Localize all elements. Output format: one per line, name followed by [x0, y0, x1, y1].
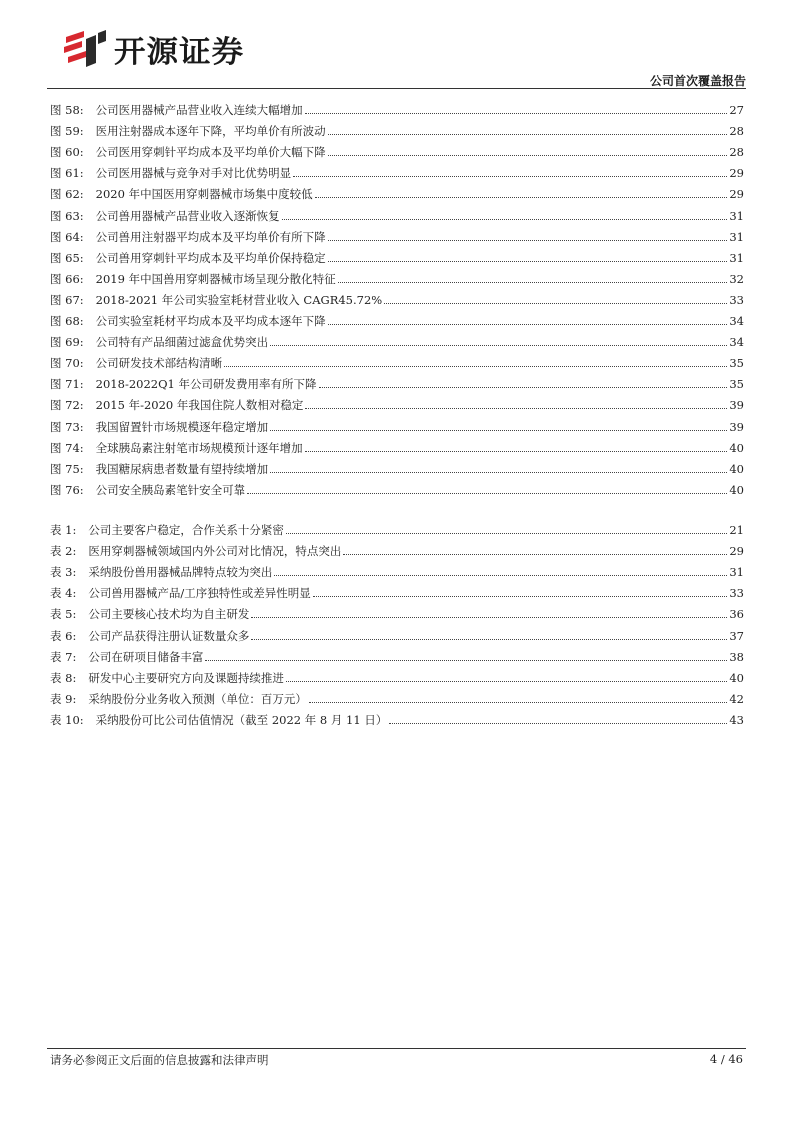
toc-page: 40	[729, 670, 744, 685]
toc-number: 表 5:	[50, 607, 77, 622]
toc-row[interactable]	[50, 706, 744, 727]
toc-page: 29	[729, 166, 744, 181]
toc-leader	[309, 701, 728, 703]
page-indicator: 4 / 46	[709, 1052, 743, 1066]
toc-title: 2020 年中国医用穿刺器械市场集中度较低	[95, 187, 313, 202]
toc-number: 图 73:	[50, 419, 84, 434]
toc-row[interactable]	[50, 621, 744, 642]
toc-page: 29	[729, 187, 744, 202]
logo-text: 开源证券	[114, 35, 245, 70]
toc-number: 表 4:	[50, 586, 77, 601]
toc-title: 公司主要客户稳定，合作关系十分紧密	[88, 523, 284, 538]
toc-page: 39	[729, 398, 744, 413]
toc-leader	[389, 722, 727, 724]
toc-page: 21	[729, 523, 744, 538]
toc-number: 图 72:	[50, 398, 84, 413]
toc-row[interactable]	[50, 664, 744, 685]
toc-row[interactable]	[50, 516, 744, 537]
toc-row[interactable]	[50, 223, 744, 244]
toc-page: 28	[729, 124, 744, 139]
toc-page: 40	[729, 461, 744, 476]
toc-leader	[247, 492, 727, 494]
toc-page: 40	[729, 440, 744, 455]
company-logo	[62, 28, 245, 70]
toc-title: 采纳股份可比公司估值情况（截至 2022 年 8 月 11 日）	[95, 712, 388, 727]
toc-page: 37	[729, 628, 744, 643]
toc-number: 表 6:	[50, 628, 77, 643]
table-list	[50, 516, 744, 727]
toc-title: 医用穿刺器械领域国内外公司对比情况，特点突出	[88, 544, 342, 559]
toc-title: 2019 年中国兽用穿刺器械市场呈现分散化特征	[95, 271, 336, 286]
toc-row[interactable]	[50, 600, 744, 621]
toc-number: 图 59:	[50, 124, 84, 139]
toc-leader	[251, 638, 727, 640]
toc-leader	[224, 365, 727, 367]
toc-page: 33	[729, 586, 744, 601]
toc-page: 32	[729, 271, 744, 286]
toc-row[interactable]	[50, 558, 744, 579]
toc-page: 29	[729, 544, 744, 559]
toc-page: 36	[729, 607, 744, 622]
toc-leader	[305, 407, 727, 409]
toc-leader	[338, 281, 728, 283]
toc-title: 公司产品获得注册认证数量众多	[88, 628, 250, 643]
toc-leader	[282, 218, 728, 220]
toc-row[interactable]	[50, 537, 744, 558]
toc-number: 图 58:	[50, 103, 84, 118]
toc-leader	[286, 680, 728, 682]
toc-page: 38	[729, 649, 744, 664]
toc-page: 35	[729, 377, 744, 392]
toc-title: 2018-2022Q1 年公司研发费用率有所下降	[95, 377, 317, 392]
toc-title: 公司兽用穿刺针平均成本及平均单价保持稳定	[95, 250, 326, 265]
toc-leader	[384, 302, 727, 304]
toc-title: 全球胰岛素注射笔市场规模预计逐年增加	[95, 440, 303, 455]
toc-row[interactable]	[50, 349, 744, 370]
toc-title: 公司医用穿刺针平均成本及平均单价大幅下降	[95, 145, 326, 160]
toc-leader	[305, 450, 728, 452]
toc-page: 39	[729, 419, 744, 434]
toc-number: 表 2:	[50, 544, 77, 559]
toc-title: 采纳股份兽用器械品牌特点较为突出	[88, 565, 273, 580]
toc-leader	[270, 344, 727, 346]
toc-number: 图 69:	[50, 335, 84, 350]
toc-row[interactable]	[50, 307, 744, 328]
toc-leader	[328, 239, 728, 241]
toc-leader	[319, 386, 728, 388]
toc-number: 图 68:	[50, 314, 84, 329]
toc-leader	[251, 616, 727, 618]
footer-divider	[47, 1048, 746, 1049]
toc-row[interactable]	[50, 370, 744, 391]
toc-row[interactable]	[50, 138, 744, 159]
toc-row[interactable]	[50, 391, 744, 412]
toc-title: 公司医用器械产品营业收入连续大幅增加	[95, 103, 303, 118]
toc-page: 40	[729, 482, 744, 497]
toc-row[interactable]	[50, 476, 744, 497]
toc-row[interactable]	[50, 286, 744, 307]
toc-leader	[270, 471, 727, 473]
toc-page: 31	[729, 208, 744, 223]
toc-title: 公司安全胰岛素笔针安全可靠	[95, 482, 246, 497]
toc-leader	[293, 175, 727, 177]
toc-number: 图 71:	[50, 377, 84, 392]
toc-leader	[328, 323, 728, 325]
toc-page: 35	[729, 356, 744, 371]
toc-row[interactable]	[50, 434, 744, 455]
toc-row[interactable]	[50, 244, 744, 265]
toc-number: 表 3:	[50, 565, 77, 580]
toc-number: 图 76:	[50, 482, 84, 497]
toc-leader	[286, 532, 728, 534]
toc-row[interactable]	[50, 455, 744, 476]
toc-title: 公司兽用器械产品/工序独特性或差异性明显	[88, 586, 311, 601]
toc-number: 表 8:	[50, 670, 77, 685]
toc-number: 表 1:	[50, 523, 77, 538]
toc-number: 表 9:	[50, 691, 77, 706]
toc-page: 28	[729, 145, 744, 160]
toc-title: 我国糖尿病患者数量有望持续增加	[95, 461, 269, 476]
toc-title: 公司在研项目储备丰富	[88, 649, 204, 664]
toc-leader	[315, 196, 728, 198]
toc-title: 公司实验室耗材平均成本及平均成本逐年下降	[95, 314, 326, 329]
toc-leader	[270, 429, 727, 431]
toc-title: 公司特有产品细菌过滤盒优势突出	[95, 335, 269, 350]
toc-title: 公司研发技术部结构清晰	[95, 356, 223, 371]
toc-number: 图 67:	[50, 292, 84, 307]
toc-title: 2015 年-2020 年我国住院人数相对稳定	[95, 398, 304, 413]
toc-page: 43	[729, 712, 744, 727]
toc-row[interactable]	[50, 412, 744, 433]
toc-page: 34	[729, 335, 744, 350]
toc-row[interactable]	[50, 96, 744, 117]
toc-number: 图 60:	[50, 145, 84, 160]
toc-number: 图 61:	[50, 166, 84, 181]
toc-number: 图 75:	[50, 461, 84, 476]
toc-title: 公司兽用器械产品营业收入逐渐恢复	[95, 208, 280, 223]
toc-leader	[328, 154, 728, 156]
toc-leader	[305, 112, 728, 114]
toc-page: 34	[729, 314, 744, 329]
toc-row[interactable]	[50, 180, 744, 201]
toc-page: 31	[729, 250, 744, 265]
toc-leader	[205, 659, 727, 661]
toc-title: 医用注射器成本逐年下降，平均单价有所波动	[95, 124, 326, 139]
toc-row[interactable]	[50, 643, 744, 664]
toc-row[interactable]	[50, 579, 744, 600]
toc-leader	[328, 260, 728, 262]
toc-leader	[343, 553, 727, 555]
toc-page: 33	[729, 292, 744, 307]
toc-title: 我国留置针市场规模逐年稳定增加	[95, 419, 269, 434]
toc-row[interactable]	[50, 685, 744, 706]
toc-row[interactable]	[50, 117, 744, 138]
toc-number: 图 74:	[50, 440, 84, 455]
header-divider	[47, 88, 746, 89]
toc-number: 图 64:	[50, 229, 84, 244]
toc-leader	[274, 574, 727, 576]
toc-row[interactable]	[50, 159, 744, 180]
toc-title: 公司兽用注射器平均成本及平均单价有所下降	[95, 229, 326, 244]
toc-title: 公司医用器械与竞争对手对比优势明显	[95, 166, 292, 181]
report-type: 公司首次覆盖报告	[649, 74, 746, 88]
toc-row[interactable]	[50, 265, 744, 286]
toc-page: 27	[729, 103, 744, 118]
toc-row[interactable]	[50, 201, 744, 222]
footer-disclaimer: 请务必参阅正文后面的信息披露和法律声明	[50, 1053, 269, 1067]
toc-number: 表 7:	[50, 649, 77, 664]
toc-leader	[313, 595, 728, 597]
toc-number: 图 70:	[50, 356, 84, 371]
toc-number: 表 10:	[50, 712, 84, 727]
figure-list	[50, 96, 744, 497]
toc-title: 采纳股份分业务收入预测（单位：百万元）	[88, 691, 307, 706]
toc-page: 31	[729, 229, 744, 244]
toc-number: 图 65:	[50, 250, 84, 265]
toc-page: 42	[729, 691, 744, 706]
toc-number: 图 63:	[50, 208, 84, 223]
toc-title: 公司主要核心技术均为自主研发	[88, 607, 250, 622]
toc-page: 31	[729, 565, 744, 580]
toc-title: 研发中心主要研究方向及课题持续推进	[88, 670, 284, 685]
toc-number: 图 66:	[50, 271, 84, 286]
toc-row[interactable]	[50, 328, 744, 349]
toc-number: 图 62:	[50, 187, 84, 202]
toc-title: 2018-2021 年公司实验室耗材营业收入 CAGR45.72%	[95, 292, 383, 307]
toc-leader	[328, 133, 728, 135]
kaiyuan-logo-icon	[62, 29, 108, 69]
